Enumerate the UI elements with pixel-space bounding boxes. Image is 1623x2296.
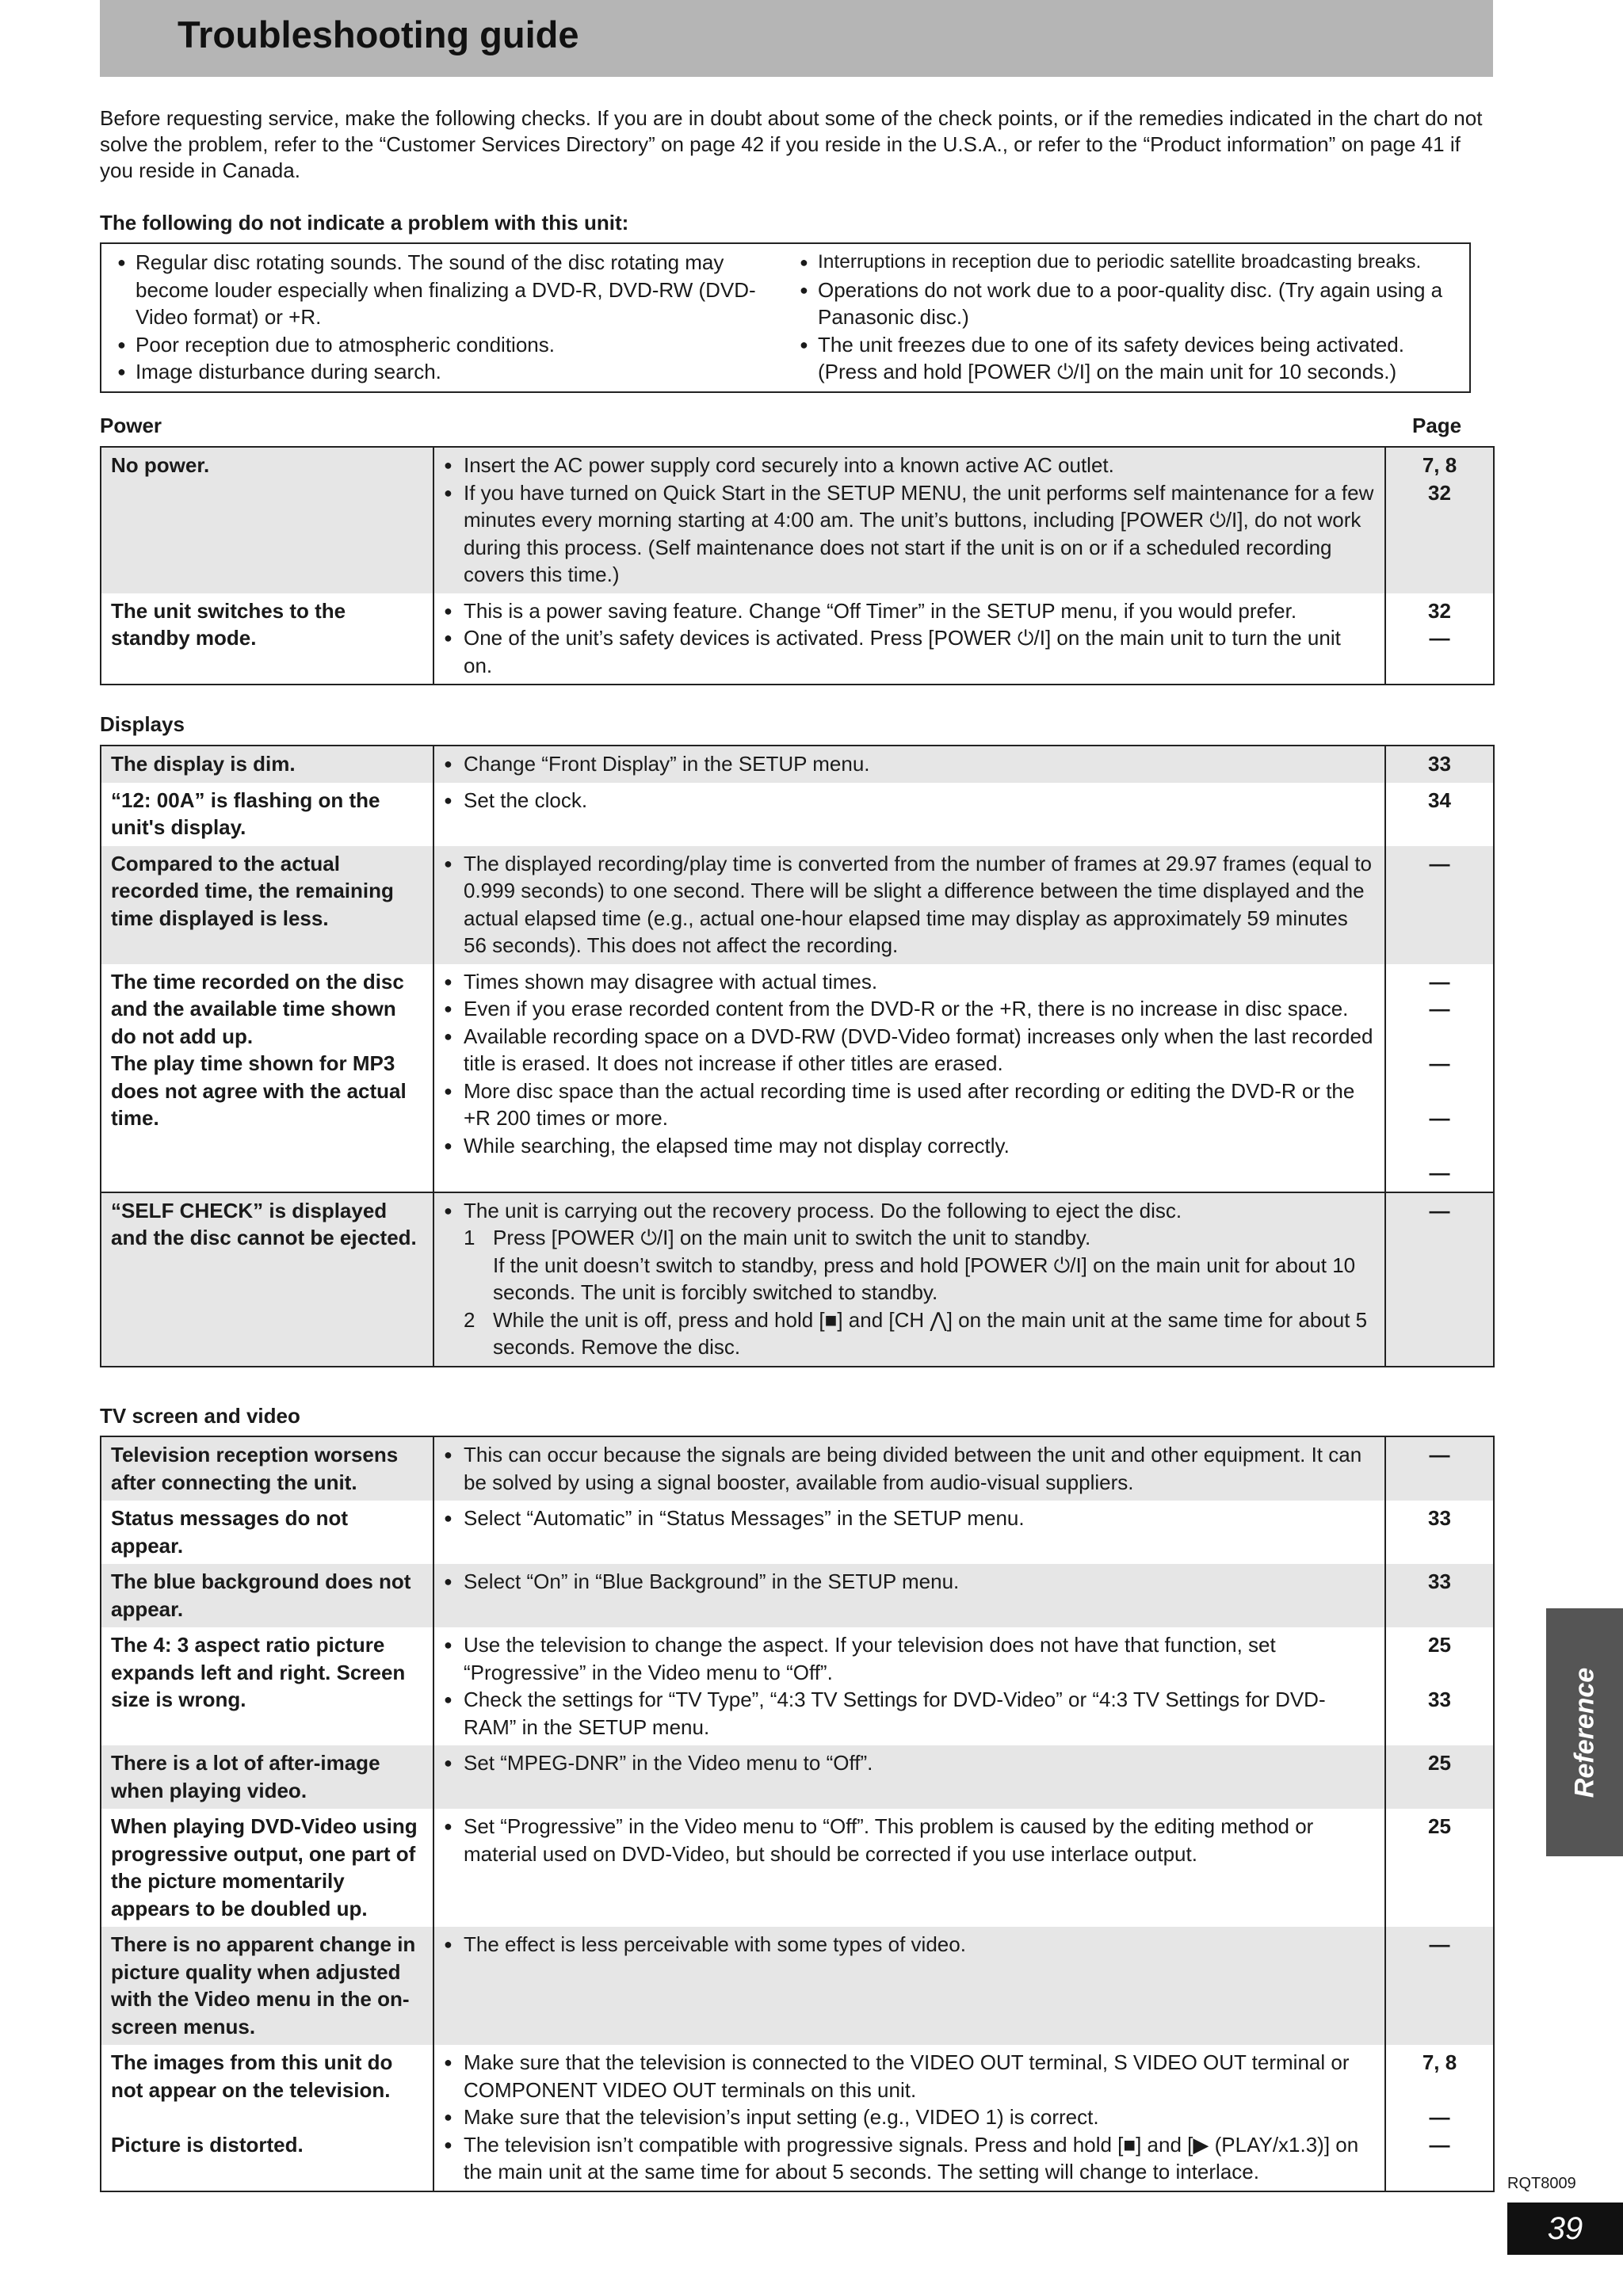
document-code: RQT8009	[1507, 2175, 1576, 2192]
problem-cell: The unit switches to the standby mode.	[111, 598, 346, 650]
table-row	[101, 846, 1494, 964]
not-problem-item: ● Operations do not work due to a poor-quality disc. (Try again using a Panasonic disc.)	[800, 277, 1457, 331]
page-cell: 7, 8 32	[1385, 447, 1494, 593]
not-problem-item: ● Poor reception due to atmospheric conditions.	[117, 331, 800, 359]
table-row	[101, 1927, 1494, 2045]
title-bar	[100, 0, 1493, 77]
problem-cell: The time recorded on the disc and the available time shown do not add up. The play time shown for MP3 does not agree with the actual time.	[111, 969, 407, 1130]
problem-cell: Television reception worsens after connecting the unit.	[101, 1436, 433, 1501]
table-row	[101, 447, 1494, 593]
not-problem-item: ● The unit freezes due to one of its safety devices being activated. (Press and hold [POWER ⏻/I] on the main unit for 10 seconds.)	[800, 331, 1457, 386]
not-problem-box	[100, 242, 1471, 393]
page-cell: —	[1385, 846, 1494, 964]
page-cell: —	[1385, 1192, 1494, 1367]
table-row	[101, 1564, 1494, 1627]
problem-cell: The 4: 3 aspect ratio picture expands left and right. Screen size is wrong.	[111, 1633, 406, 1711]
section-tab	[1546, 1608, 1623, 1856]
section-label-power: Power	[100, 414, 162, 437]
page-cell: 32 —	[1428, 598, 1451, 650]
page-cell: — — — — —	[1429, 969, 1450, 1184]
problem-cell: The blue background does not appear.	[101, 1564, 433, 1627]
not-problem-item: ● Regular disc rotating sounds. The sound of the disc rotating may become louder especially when finalizing a DVD-R, DVD-RW (DVD-Video format) or +R.	[117, 249, 800, 331]
table-row	[101, 1809, 1494, 1927]
remedy-cell: ● The effect is less perceivable with some types of video.	[433, 1927, 1385, 2045]
table-row	[101, 746, 1494, 783]
not-problem-left-column	[117, 249, 800, 391]
remedy-cell: ● The unit is carrying out the recovery process. Do the following to eject the disc. 1 Press [POWER ⏻/I] on the main unit to switch the unit to standby. If the unit doesn’t switch to standby, press and hold [POWER ⏻/I] on the main unit for about 10 seconds. The unit is forcibly switched to standby. 2 While the unit is off, press and hold [■] and [CH ⋀] on the main unit at the same time for about 5 seconds. Remove the disc.	[433, 1192, 1385, 1367]
problem-cell: “12: 00A” is flashing on the unit's display.	[111, 788, 380, 839]
section-tab-label: Reference	[1569, 1667, 1599, 1798]
problem-cell: No power.	[101, 447, 433, 593]
problem-cell: Compared to the actual recorded time, the remaining time displayed is less.	[101, 846, 433, 964]
problem-cell: “SELF CHECK” is displayed and the disc cannot be ejected.	[101, 1192, 433, 1367]
page-column-label: Page	[1412, 414, 1462, 437]
page-cell: 33	[1385, 746, 1494, 783]
remedy-cell: ● Change “Front Display” in the SETUP menu.	[433, 746, 1385, 783]
page-cell: 25	[1428, 1814, 1451, 1838]
table-row	[101, 2045, 1494, 2191]
page-cell: 25 33	[1428, 1633, 1451, 1711]
remedy-cell: ● This can occur because the signals are being divided between the unit and other equipment. It can be solved by using a signal booster, available from audio-visual suppliers.	[433, 1436, 1385, 1501]
table-row	[101, 1627, 1494, 1745]
remedy-cell: ● Use the television to change the aspect. If your television does not have that function, set “Progressive” in the Video menu to “Off”. ● Check the settings for “TV Type”, “4:3 TV Settings for DVD-Video” or “4:3 TV Settings for DVD-RAM” in the SETUP menu.	[433, 1627, 1385, 1745]
remedy-cell: ● This is a power saving feature. Change “Off Timer” in the SETUP menu, if you would prefer. ● One of the unit’s safety devices is activated. Press [POWER ⏻/I] on the main unit to turn the unit on.	[433, 593, 1385, 685]
table-row	[101, 1436, 1494, 1501]
page-cell: —	[1385, 1436, 1494, 1501]
page-cell: 25	[1385, 1745, 1494, 1809]
tv-table	[100, 1436, 1495, 2192]
page-cell: 34	[1428, 788, 1451, 812]
problem-cell: The display is dim.	[101, 746, 433, 783]
power-table	[100, 446, 1495, 685]
not-problem-right-column	[800, 249, 1457, 391]
remedy-cell: ● Insert the AC power supply cord securely into a known active AC outlet. ● If you have turned on Quick Start in the SETUP MENU, the unit performs self maintenance for a few minutes every morning starting at 4:00 am. The unit’s buttons, including [POWER ⏻/I], do not work during this process. (Self maintenance does not start if the unit is on or if a scheduled recording covers this time.)	[433, 447, 1385, 593]
remedy-cell: ● Select “Automatic” in “Status Messages” in the SETUP menu.	[433, 1501, 1385, 1564]
section-label-displays: Displays	[100, 712, 185, 736]
problem-cell: There is no apparent change in picture quality when adjusted with the Video menu in the on-screen menus.	[101, 1927, 433, 2045]
not-problem-item: ● Image disturbance during search.	[117, 358, 800, 386]
page-cell: 7, 8 — —	[1422, 2050, 1457, 2157]
problem-cell: The images from this unit do not appear on the television. Picture is distorted.	[111, 2050, 393, 2157]
page-number: 39	[1507, 2203, 1623, 2255]
table-row	[101, 1745, 1494, 1809]
table-row	[101, 1501, 1494, 1564]
remedy-cell: ● Set “MPEG-DNR” in the Video menu to “Off”.	[433, 1745, 1385, 1809]
problem-cell: When playing DVD-Video using progressive output, one part of the picture momentarily appears to be doubled up.	[111, 1814, 418, 1920]
remedy-cell: ● Set “Progressive” in the Video menu to “Off”. This problem is caused by the editing method or material used on DVD-Video, but should be corrected if you use interlace output.	[433, 1809, 1385, 1927]
remedy-cell: ● Make sure that the television is connected to the VIDEO OUT terminal, S VIDEO OUT terminal or COMPONENT VIDEO OUT terminals on this unit. ● Make sure that the television’s input setting (e.g., VIDEO 1) is correct. ● The television isn’t compatible with progressive signals. Press and hold [■] and [▶ (PLAY/x1.3)] on the main unit at the same time for about 5 seconds. The setting will change to interlace.	[433, 2045, 1385, 2191]
table-row	[101, 964, 1494, 1192]
table-row	[101, 1192, 1494, 1367]
not-problem-heading: The following do not indicate a problem with this unit:	[100, 211, 629, 235]
displays-table	[100, 745, 1495, 1367]
intro-paragraph: Before requesting service, make the following checks. If you are in doubt about some of the check points, or if the remedies indicated in the chart do not solve the problem, refer to the “Customer Services Directory” on page 42 if you reside in the U.S.A., or refer to the “Product information” on page 41 if you reside in Canada.	[100, 106, 1483, 182]
table-row	[101, 783, 1494, 846]
not-problem-item: ● Interruptions in reception due to periodic satellite broadcasting breaks.	[800, 249, 1457, 277]
problem-cell: There is a lot of after-image when playing video.	[101, 1745, 433, 1809]
page-cell: —	[1385, 1927, 1494, 2045]
remedy-cell: ● Select “On” in “Blue Background” in the SETUP menu.	[433, 1564, 1385, 1627]
remedy-cell: ● Times shown may disagree with actual times. ● Even if you erase recorded content from the DVD-R or the +R, there is no increase in disc space. ● Available recording space on a DVD-RW (DVD-Video format) increases only when the last recorded title is erased. It does not increase if other titles are erased. ● More disc space than the actual recording time is used after recording or editing the DVD-R or the +R 200 times or more. ● While searching, the elapsed time may not display correctly.	[433, 964, 1385, 1192]
problem-cell: Status messages do not appear.	[111, 1506, 349, 1558]
page-cell: 33	[1428, 1506, 1451, 1530]
page-title: Troubleshooting guide	[178, 13, 579, 55]
table-row	[101, 593, 1494, 685]
remedy-cell: ● The displayed recording/play time is converted from the number of frames at 29.97 frames (equal to 0.999 seconds) to one second. There will be slight a difference between the time displayed and the actual elapsed time (e.g., actual one-hour elapsed time may display as approximately 59 minutes 56 seconds). This does not affect the recording.	[433, 846, 1385, 964]
page-cell: 33	[1385, 1564, 1494, 1627]
section-label-tv: TV screen and video	[100, 1404, 300, 1428]
remedy-cell: ● Set the clock.	[433, 783, 1385, 846]
